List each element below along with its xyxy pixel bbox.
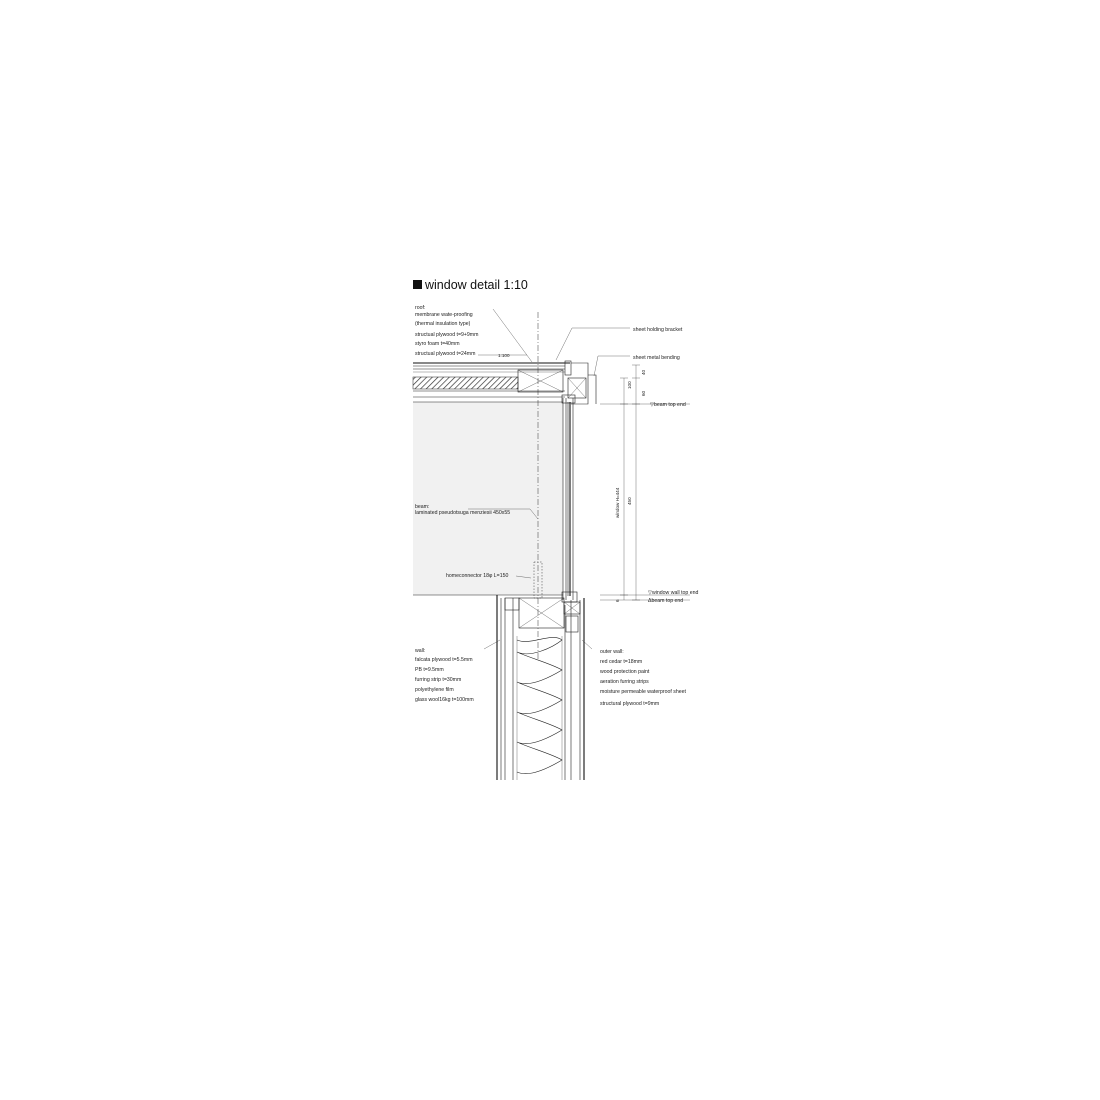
dim-40: 40 bbox=[641, 369, 646, 375]
wall-layer-2: PB t=9.5mm bbox=[415, 667, 444, 673]
wall-heading: wall: bbox=[415, 648, 426, 654]
outer-wall-layer-5: structural plywood t=9mm bbox=[600, 701, 660, 707]
beam-heading: beam: bbox=[415, 504, 430, 510]
label-sheet-holding-bracket: sheet holding bracket bbox=[633, 327, 683, 333]
dimension-lines bbox=[600, 365, 690, 600]
laminated-beam bbox=[413, 402, 563, 595]
roof-layer-2: (thermal insulation type) bbox=[415, 321, 471, 327]
outer-wall-layer-2: wood protection paint bbox=[600, 669, 650, 675]
beam-spec: laminated pseudotsuga menziesii 450x55 bbox=[415, 510, 511, 516]
wall-labels bbox=[415, 648, 474, 703]
wall-layer-3: furring strip t=30mm bbox=[415, 677, 462, 683]
roof-layer-5: structual plywood t=24mm bbox=[415, 351, 476, 357]
label-beam-top-end: ▽beam top end bbox=[650, 402, 686, 408]
wall-layer-1: falcata plywood t=5.5mm bbox=[415, 657, 473, 663]
label-homeconnector: homeconnector 18φ L=150 bbox=[446, 573, 509, 579]
dim-6: 6 bbox=[615, 599, 620, 602]
wall-assembly bbox=[497, 595, 584, 780]
roof-layer-1: membrane wate-proofing bbox=[415, 312, 473, 318]
label-window-wall-top-end: ▽window wall top end bbox=[648, 590, 699, 596]
drawing-title: window detail 1:10 bbox=[425, 278, 528, 292]
title-marker bbox=[413, 280, 422, 289]
roof-layer-4: styro foam t=40mm bbox=[415, 341, 460, 347]
dim-100: 100 bbox=[627, 381, 632, 389]
dim-450: 450 bbox=[627, 497, 632, 505]
roof-layer-3: structual plywood t=9+9mm bbox=[415, 332, 479, 338]
outer-wall-layer-1: red cedar t=18mm bbox=[600, 659, 643, 665]
roof-heading: roof: bbox=[415, 305, 426, 311]
roof-slope: 1:100 bbox=[498, 353, 510, 358]
dimension-texts bbox=[615, 369, 646, 602]
wall-layer-4: polyethylene film bbox=[415, 687, 454, 693]
outer-wall-labels bbox=[600, 649, 686, 707]
window-frame bbox=[562, 395, 577, 602]
outer-wall-heading: outer wall: bbox=[600, 649, 624, 655]
dim-window-height: window H=444 bbox=[615, 487, 620, 518]
styrofoam-hatch bbox=[413, 377, 518, 389]
label-beam-top-end-2: Δbeam top end bbox=[648, 598, 684, 604]
outer-wall-layer-4: moisture permeable waterproof sheet bbox=[600, 689, 686, 695]
glass-wool-insulation bbox=[517, 637, 562, 773]
dim-60: 60 bbox=[641, 390, 646, 396]
wall-layer-5: glass wool16kg t=100mm bbox=[415, 697, 474, 703]
outer-wall-layer-3: aeration furring strips bbox=[600, 679, 649, 685]
roof-assembly bbox=[413, 361, 596, 404]
label-sheet-metal-bending: sheet metal bending bbox=[633, 355, 680, 361]
